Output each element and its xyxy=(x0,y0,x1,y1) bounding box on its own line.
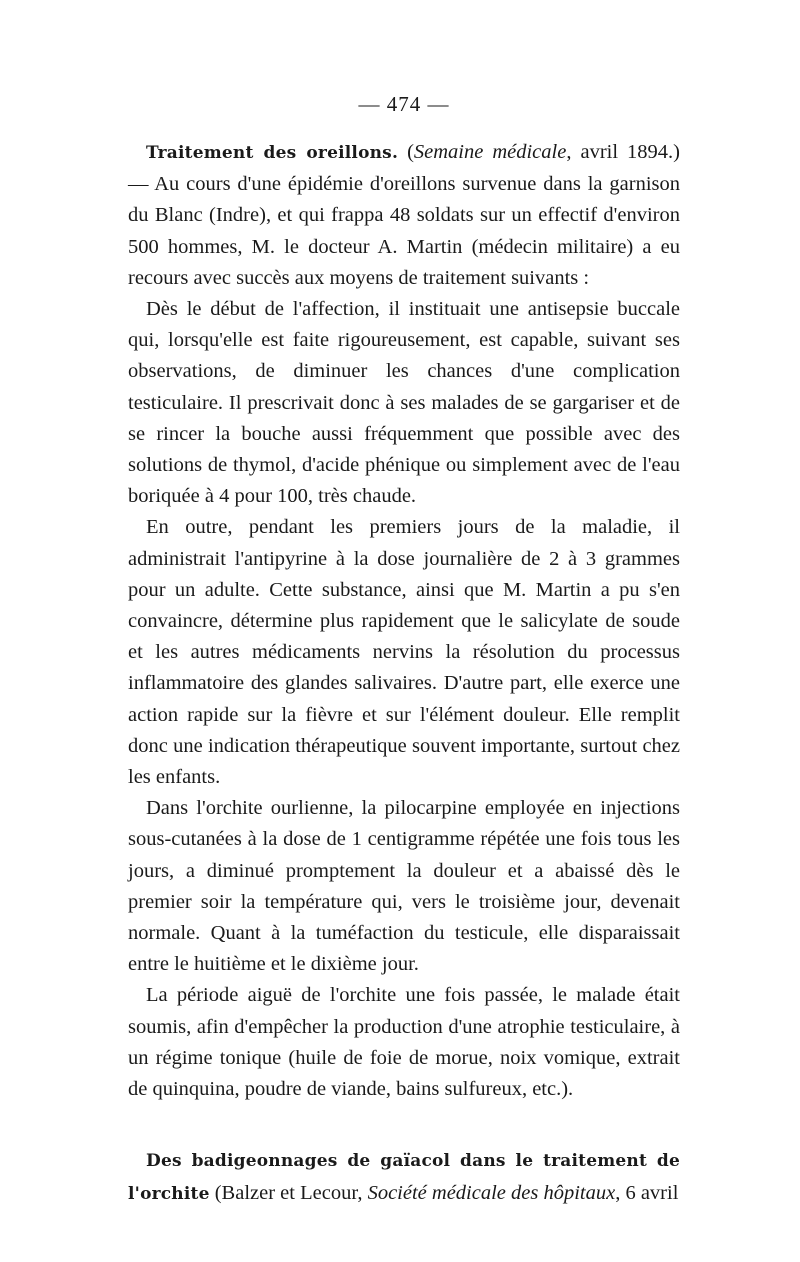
article-gaiacol xyxy=(128,1145,680,1209)
article-intro-paragraph xyxy=(128,137,680,294)
article-oreillons xyxy=(128,137,680,1105)
paragraph-pilocarpine: Dans l'orchite ourlienne, la pilocarpine employée en injections sous-cutanées à la dose de 1 centigramme répétée une fois tous les jours, a diminué promptement la douleur et a abaissé dès le premier soir la température qui, vers le troisième jour, devenait normale. Quant à la tuméfaction du testicule, elle disparaissait entre le huitième et le dixième jour. xyxy=(128,797,680,976)
source-journal: Société médicale des hôpitaux xyxy=(367,1181,616,1204)
section-divider-space xyxy=(128,1105,680,1145)
source-authors: (Balzer et Lecour, xyxy=(209,1181,368,1204)
paragraph-antisepsie: Dès le début de l'affection, il instituait une antisepsie buccale qui, lorsqu'elle est faite rigoureusement, est capable, suivant ses observations, de diminuer les chances d'une complication testiculaire. Il prescrivait donc à ses malades de se gargariser et de se rincer la bouche aussi fréquemment que possible avec des solutions de thymol, d'acide phénique ou simplement avec de l'eau boriquée à 4 pour 100, très chaude. xyxy=(128,298,680,508)
source-journal: Semaine médicale xyxy=(413,141,567,163)
article-heading-paragraph xyxy=(128,1145,680,1209)
source-date: , 6 avril xyxy=(615,1181,679,1204)
source-open: ( xyxy=(398,141,414,163)
article-title: Des badigeonnages de gaïacol dans le traitement de l'orchite xyxy=(128,1151,680,1204)
source-rest: , avril 1894.) — Au cours d'une épidémie d'oreillons survenue dans la garnison du Blanc (Indre), et qui frappa 48 soldats sur un effectif d'environ 500 hommes, M. le docteur A. Martin (médecin militaire) a eu recours avec succès aux moyens de traitement suivants : xyxy=(128,141,680,289)
paragraph-periode-aigue: La période aiguë de l'orchite une fois passée, le malade était soumis, afin d'empêcher la production d'une atrophie testiculaire, à un régime tonique (huile de foie de morue, noix vomique, extrait de quinquina, poudre de viande, bains sulfureux, etc.). xyxy=(128,984,680,1101)
article-title: Traitement des oreillons. xyxy=(146,143,399,163)
paragraph-antipyrine: En outre, pendant les premiers jours de la maladie, il administrait l'antipyrine à la dose journalière de 2 à 3 grammes pour un adulte. Cette substance, ainsi que M. Martin a pu s'en convaincre, détermine plus rapidement que le salicylate de soude et les autres médicaments nervins la résolution du processus inflammatoire des glandes salivaires. D'autre part, elle exerce une action rapide sur la fièvre et sur l'élément douleur. Elle remplit donc une indication thérapeutique souvent importante, surtout chez les enfants. xyxy=(128,516,680,789)
page-number: — 474 — xyxy=(358,92,450,116)
book-page xyxy=(128,92,680,1210)
